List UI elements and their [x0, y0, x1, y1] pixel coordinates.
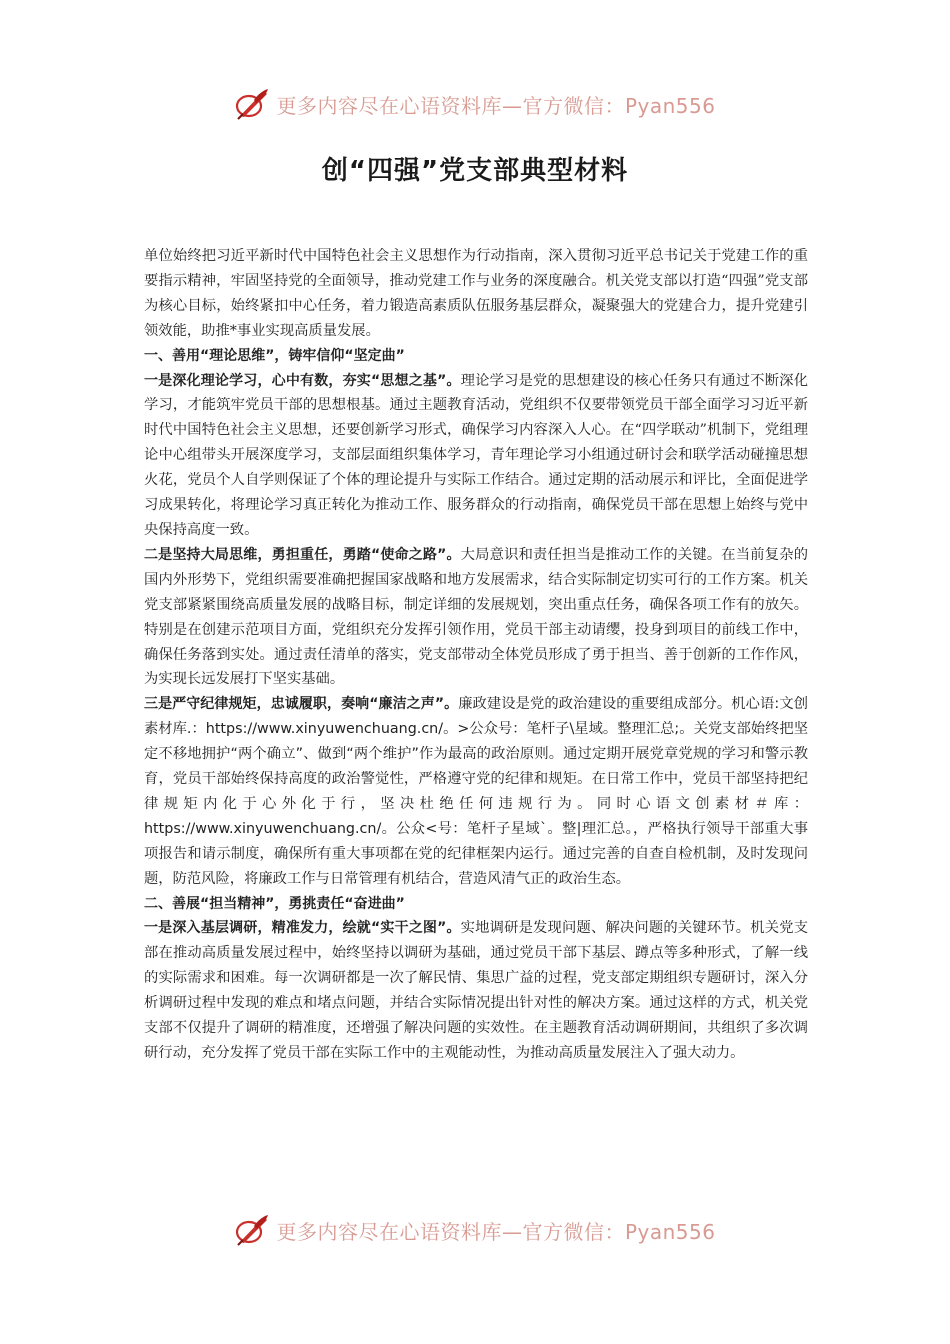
section-2-paragraph-1 [144, 916, 808, 1065]
document-body [144, 244, 808, 1066]
section-2-heading: 二、善展“担当精神”，勇挑责任“奋进曲” [144, 895, 405, 912]
paragraph-text: 实地调研是发现问题、解决问题的关键环节。机关党支部在推动高质量发展过程中，始终坚持以调研为基础，通过党员干部下基层、蹲点等多种形式，了解一线的实际需求和困难。每一次调研都是一次了解民情、集思广益的过程，党支部定期组织专题研讨，深入分析调研过程中发现的难点和堵点问题，并结合实际情况提出针对性的解决方案。通过这样的方式，机关党支部不仅提升了调研的精准度，还增强了解决问题的实效性。在主题教育活动调研期间，共组织了多次调研行动，充分发挥了党员干部在实际工作中的主观能动性，为推动高质量发展注入了强大动力。 [144, 920, 808, 1061]
paragraph-lead: 一是深化理论学习，心中有数，夯实“思想之基”。 [144, 372, 461, 389]
paragraph-lead: 一是深入基层调研，精准发力，绘就“实干之图”。 [144, 920, 461, 937]
footer-watermark-banner [0, 1208, 950, 1252]
intro-paragraph: 单位始终把习近平新时代中国特色社会主义思想作为行动指南，深入贯彻习近平总书记关于党建工作的重要指示精神，牢固坚持党的全面领导，推动党建工作与业务的深度融合。机关党支部以打造“四强”党支部为核心目标，始终紧扣中心任务，着力锻造高素质队伍服务基层群众，凝聚强大的党建合力，提升党建引领效能，助推*事业实现高质量发展。 [144, 248, 808, 339]
paragraph-text: 廉政建设是党的政治建设的重要组成部分。机心语:文创素材库.：https://www.xinyuwenchuang.cn/。>公众号：笔杆子\星域。整理汇总;。关党支部始终把坚定不移地拥护“两个确立”、做到“两个维护”作为最高的政治原则。通过定期开展党章党规的学习和警示教育，党员干部始终保持高度的政治警觉性，严格遵守党的纪律和规矩。在日常工作中，党员干部坚持把纪律规矩内化于心外化于行，坚决杜绝任何违规行为。同时心语文创素材＃库：https://www.xinyuwenchuang.cn/。公众<号：笔杆子星域`。整|理汇总。，严格执行领导干部重大事项报告和请示制度，确保所有重大事项都在党的纪律框架内运行。通过完善的自查自检机制，及时发现问题，防范风险，将廉政工作与日常管理有机结合，营造风清气正的政治生态。 [144, 696, 808, 887]
header-watermark-banner [0, 82, 950, 126]
banner-text: 更多内容尽在心语资料库—官方微信：Pyan556 [276, 93, 716, 118]
quill-pen-logo-icon [234, 86, 270, 122]
section-1-heading: 一、善用“理论思维”，铸牢信仰“坚定曲” [144, 347, 405, 364]
quill-pen-logo-icon [234, 1212, 270, 1248]
section-1-paragraph-2 [144, 543, 808, 692]
paragraph-lead: 三是严守纪律规矩，忠诚履职，奏响“廉洁之声”。 [144, 696, 459, 713]
page-title: 创“四强”党支部典型材料 [321, 156, 629, 186]
paragraph-text: 理论学习是党的思想建设的核心任务只有通过不断深化学习，才能筑牢党员干部的思想根基。通过主题教育活动，党组织不仅要带领党员干部全面学习习近平新时代中国特色社会主义思想，还要创新学习形式，确保学习内容深入人心。在“四学联动”机制下，党组理论中心组带头开展深度学习，支部层面组织集体学习，青年理论学习小组通过研讨会和联学活动碰撞思想火花，党员个人自学则保证了个体的理论提升与实际工作结合。通过定期的活动展示和评比，全面促进学习成果转化，将理论学习真正转化为推动工作、服务群众的行动指南，确保党员干部在思想上始终与党中央保持高度一致。 [144, 372, 808, 538]
paragraph-text: 大局意识和责任担当是推动工作的关键。在当前复杂的国内外形势下，党组织需要准确把握国家战略和地方发展需求，结合实际制定切实可行的工作方案。机关党支部紧紧围绕高质量发展的战略目标，制定详细的发展规划，突出重点任务，确保各项工作有的放矢。特别是在创建示范项目方面，党组织充分发挥引领作用，党员干部主动请缨，投身到项目的前线工作中，确保任务落到实处。通过责任清单的落实，党支部带动全体党员形成了勇于担当、善于创新的工作作风，为实现长远发展打下坚实基础。 [144, 546, 808, 688]
paragraph-lead: 二是坚持大局思维，勇担重任，勇踏“使命之路”。 [144, 546, 461, 563]
section-1-paragraph-1 [144, 369, 808, 543]
section-1-paragraph-3 [144, 692, 808, 891]
banner-text: 更多内容尽在心语资料库—官方微信：Pyan556 [276, 1219, 716, 1244]
